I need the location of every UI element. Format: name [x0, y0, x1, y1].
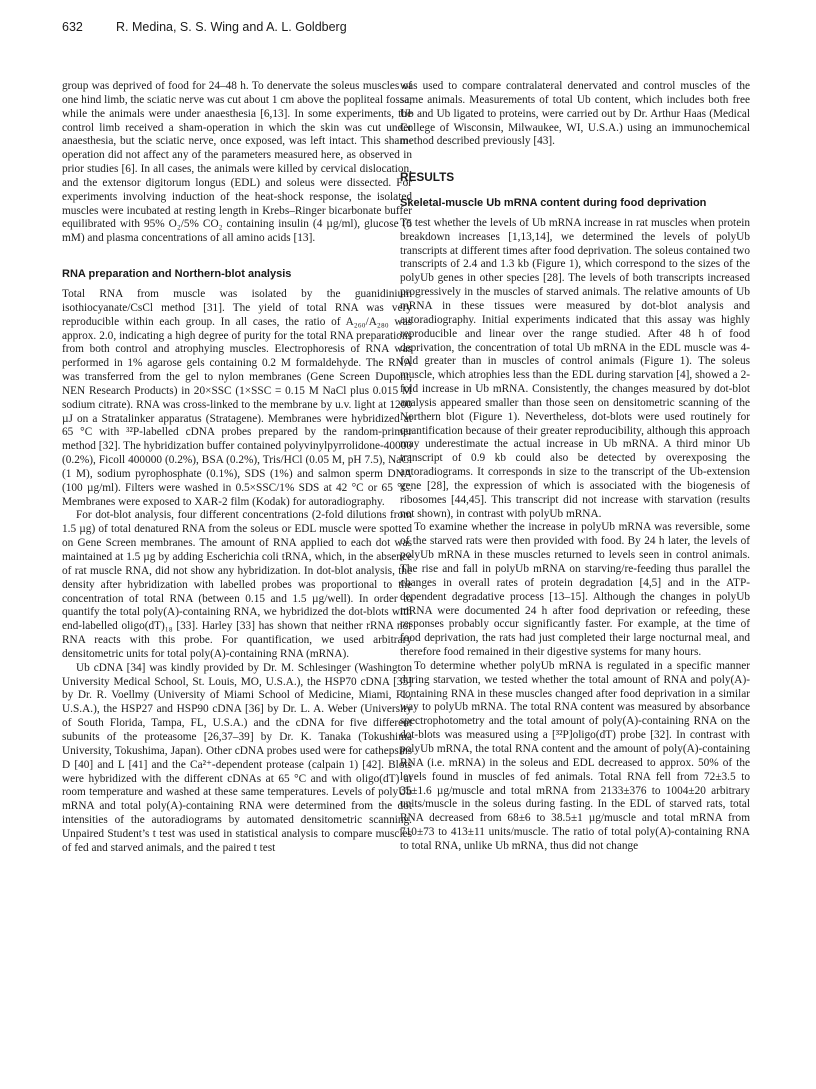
paragraph-dot-blot: For dot-blot analysis, four different concentrations (2-fold dilutions from 1.5 µg) of total denatured RNA from the soleus or EDL muscle were spotted on Gene Screen membranes. The amount of RNA applied to each dot was maintained at 1.5 µg by adding Escherichia coli tRNA, which, in the absence of rat muscle RNA, did not show any hybridization. In dot-blot analysis, the density after hybridization with labelled probes was proportional to the concentration of total RNA (between 0.15 and 1.5 µg/well). In order to quantify the total poly(A)-containing RNA, we hybridized the dot-blots with end-labelled oligo(dT)₁₈ [33]. Harley [33] has shown that neither rRNA nor RNA reacts with this probe. For quantification, we used arbitrary densitometric units for total poly(A)-containing RNA (mRNA). — [62, 509, 412, 660]
left-column — [62, 80, 412, 856]
paragraph-rna-prep: Total RNA from muscle was isolated by the guanidinium isothiocyanate/CsCl method [31]. The yield of total RNA was very reproducible within each group. In all cases, the ratio of A₂₆₀/A₂₈₀ was approx. 2.0, indicating a high degree of purity for the total RNA preparations from both control and atrophying muscles. Electrophoresis of RNA was performed in 1% agarose gels containing 0.2 M formaldehyde. The RNA was transferred from the gel to nylon membranes (Gene Screen Dupont, NEN Research Products) in 20×SSC (1×SSC = 0.15 M NaCl plus 0.015 M sodium citrate). RNA was cross-linked to the membrane by u.v. light at 1200 µJ on a Stratalinker apparatus (Stratagene). Membranes were hybridized at 65 °C with ³²P-labelled cDNA probes prepared by the random-primer method [32]. The hybridization buffer contained polyvinylpyrrolidone-40000 (0.2%), Ficoll 400000 (0.2%), BSA (0.2%), Tris/HCl (0.05 M, pH 7.5), NaCl (1 M), sodium pyrophosphate (0.1%), SDS (1%) and salmon sperm DNA (100 µg/ml). Filters were washed in 0.5×SSC/1% SDS at 42 °C or 65 °C. Membranes were exposed to XAR-2 film (Kodak) for autoradiography. — [62, 287, 412, 508]
section-heading-rna: RNA preparation and Northern-blot analysis — [62, 268, 292, 281]
paragraph-methods-intro: group was deprived of food for 24–48 h. To denervate the soleus muscles of one hind limb, the sciatic nerve was cut about 1 cm above the popliteal fossa, while the animals were under anaesthesia [6,13]. In some experiments, the control limb received a sham-operation in which the skin was cut under anaesthesia, but the sciatic nerve, once exposed, was left intact. This sham-operation did not affect any of the parameters measured here, as observed in prior studies [6]. In all cases, the animals were killed by cervical dislocation, and the extensor digitorum longus (EDL) and soleus were dissected. For experiments involving induction of the heat-shock response, the isolated muscles were incubated at resting length in Krebs–Ringer bicarbonate buffer equilibrated with 95% O₂/5% CO₂ containing insulin (4 µg/ml), glucose (5 mM) and plasma concentrations of all amino acids [13]. — [62, 80, 412, 245]
right-column — [400, 80, 750, 854]
subsection-heading-ub-mrna: Skeletal-muscle Ub mRNA content during food deprivation — [400, 197, 707, 210]
page-number: 632 — [62, 20, 83, 34]
running-header — [62, 14, 762, 40]
section-heading-results: RESULTS — [400, 170, 455, 185]
paragraph-results-1: To test whether the levels of Ub mRNA increase in rat muscles when protein breakdown increases [1,13,14], we determined the levels of polyUb transcripts at different times after food deprivation. The soleus contained two transcripts of 2.4 and 1.3 kb (Figure 1), which correspond to the sizes of the polyUb genes in other species [28]. The levels of both transcripts increased progressively in the muscles of starved animals. The relative amounts of Ub mRNA in these tissues were measured by dot-blot analysis and autoradiography. Initial experiments indicated that this assay was highly reproducible and linear over the range studied. After 48 h of food deprivation, the concentration of total Ub mRNA in the EDL muscle was 4-fold greater than in muscles of control animals (Figure 1). The soleus muscle, which atrophies less than the EDL during starvation [4], showed a 2-fold increase in Ub mRNA. Consistently, the changes measured by dot-blot analysis appeared smaller than those seen on densitometric scanning of the Northern blot (Figure 1). Nevertheless, dot-blots were used routinely for quantification because of their greater reproducibility, although this approach may underestimate the actual increase in Ub mRNA. A third minor Ub transcript of 0.9 kb could also be detected by overexposing the autoradiograms. It corresponds in size to the transcript of the Ub-extension gene [28], the expression of which is associated with the biogenesis of ribosomes [44,45]. This transcript did not increase with starvation (results not shown), in contrast with polyUb mRNA. — [400, 216, 750, 520]
paragraph-cdna-probes: Ub cDNA [34] was kindly provided by Dr. M. Schlesinger (Washington University Medical School, St. Louis, MO, U.S.A.), the HSP70 cDNA [35] by Dr. R. Voellmy (University of Miami School of Medicine, Miami, FL, U.S.A.), the HSP27 and HSP90 cDNA [36] by Dr. L. A. Weber (University of South Florida, Tampa, FL, U.S.A.) and the cDNA for five different subunits of the proteasome [26,37–39] by Dr. K. Tanaka (Tokushima University, Tokushima, Japan). Other cDNA probes used were for cathepsins D [40] and L [41] and the Ca²⁺-dependent protease (calpain 1) [42]. Blots were hybridized with the different cDNAs at 65 °C and with oligo(dT) at room temperature and washed at these same temperatures. Levels of polyUb mRNA and total poly(A)-containing RNA were determined from the dot intensities of the autoradiograms by automated densitometric scanning. Unpaired Student’s t test was used in statistical analysis to compare muscles of fed and starved animals, and the paired t test — [62, 661, 412, 854]
paragraph-results-3: To determine whether polyUb mRNA is regulated in a specific manner during starvation, we tested whether the total amount of RNA and poly(A)-containing RNA in these muscles changed after food deprivation in a similar way to polyUb mRNA. The total RNA content was measured by absorbance spectrophotometry and the total amount of poly(A)-containing RNA on the dot-blots was measured using a [³²P]oligo(dT) probe [32]. In contrast with polyUb mRNA, the total RNA content and the amount of poly(A)-containing RNA (i.e. mRNA) in the soleus and EDL decreased to approx. 50% of the levels found in muscles of fed animals. Total RNA fell from 72±3.5 to 35±1.6 µg/muscle and total mRNA from 2133±376 to 1004±20 arbitrary units/muscle in the soleus during fasting. In the EDL of starved rats, total RNA decreased from 68±6 to 38.5±1 µg/muscle and total mRNA from 710±73 to 413±11 units/muscle. The ratio of total poly(A)-containing RNA to total RNA, unlike Ub mRNA, thus did not change — [400, 659, 750, 852]
paragraph-methods-cont: was used to compare contralateral denervated and control muscles of the same animals. Measurements of total Ub content, which includes both free Ub and Ub ligated to proteins, were carried out by Dr. Arthur Haas (Medical College of Wisconsin, Milwaukee, WI, U.S.A.) using an immunochemical method described previously [43]. — [400, 80, 750, 148]
running-authors: R. Medina, S. S. Wing and A. L. Goldberg — [116, 20, 347, 34]
paragraph-results-2: To examine whether the increase in polyUb mRNA was reversible, some of the starved rats were then provided with food. By 24 h later, the levels of polyUb mRNA in these muscles returned to levels seen in control animals. The rise and fall in polyUb mRNA on starving/re-feeding thus parallel the changes in overall rates of protein degradation [4,5] and in the ATP-dependent degradative process [13–15]. Although the changes in polyUb mRNA were documented 24 h after food deprivation or refeeding, these responses probably occur significantly faster. For example, at the time of food deprivation, the rats had just completed their large nocturnal meal, and therefore food remained in their digestive systems for many hours. — [400, 521, 750, 659]
